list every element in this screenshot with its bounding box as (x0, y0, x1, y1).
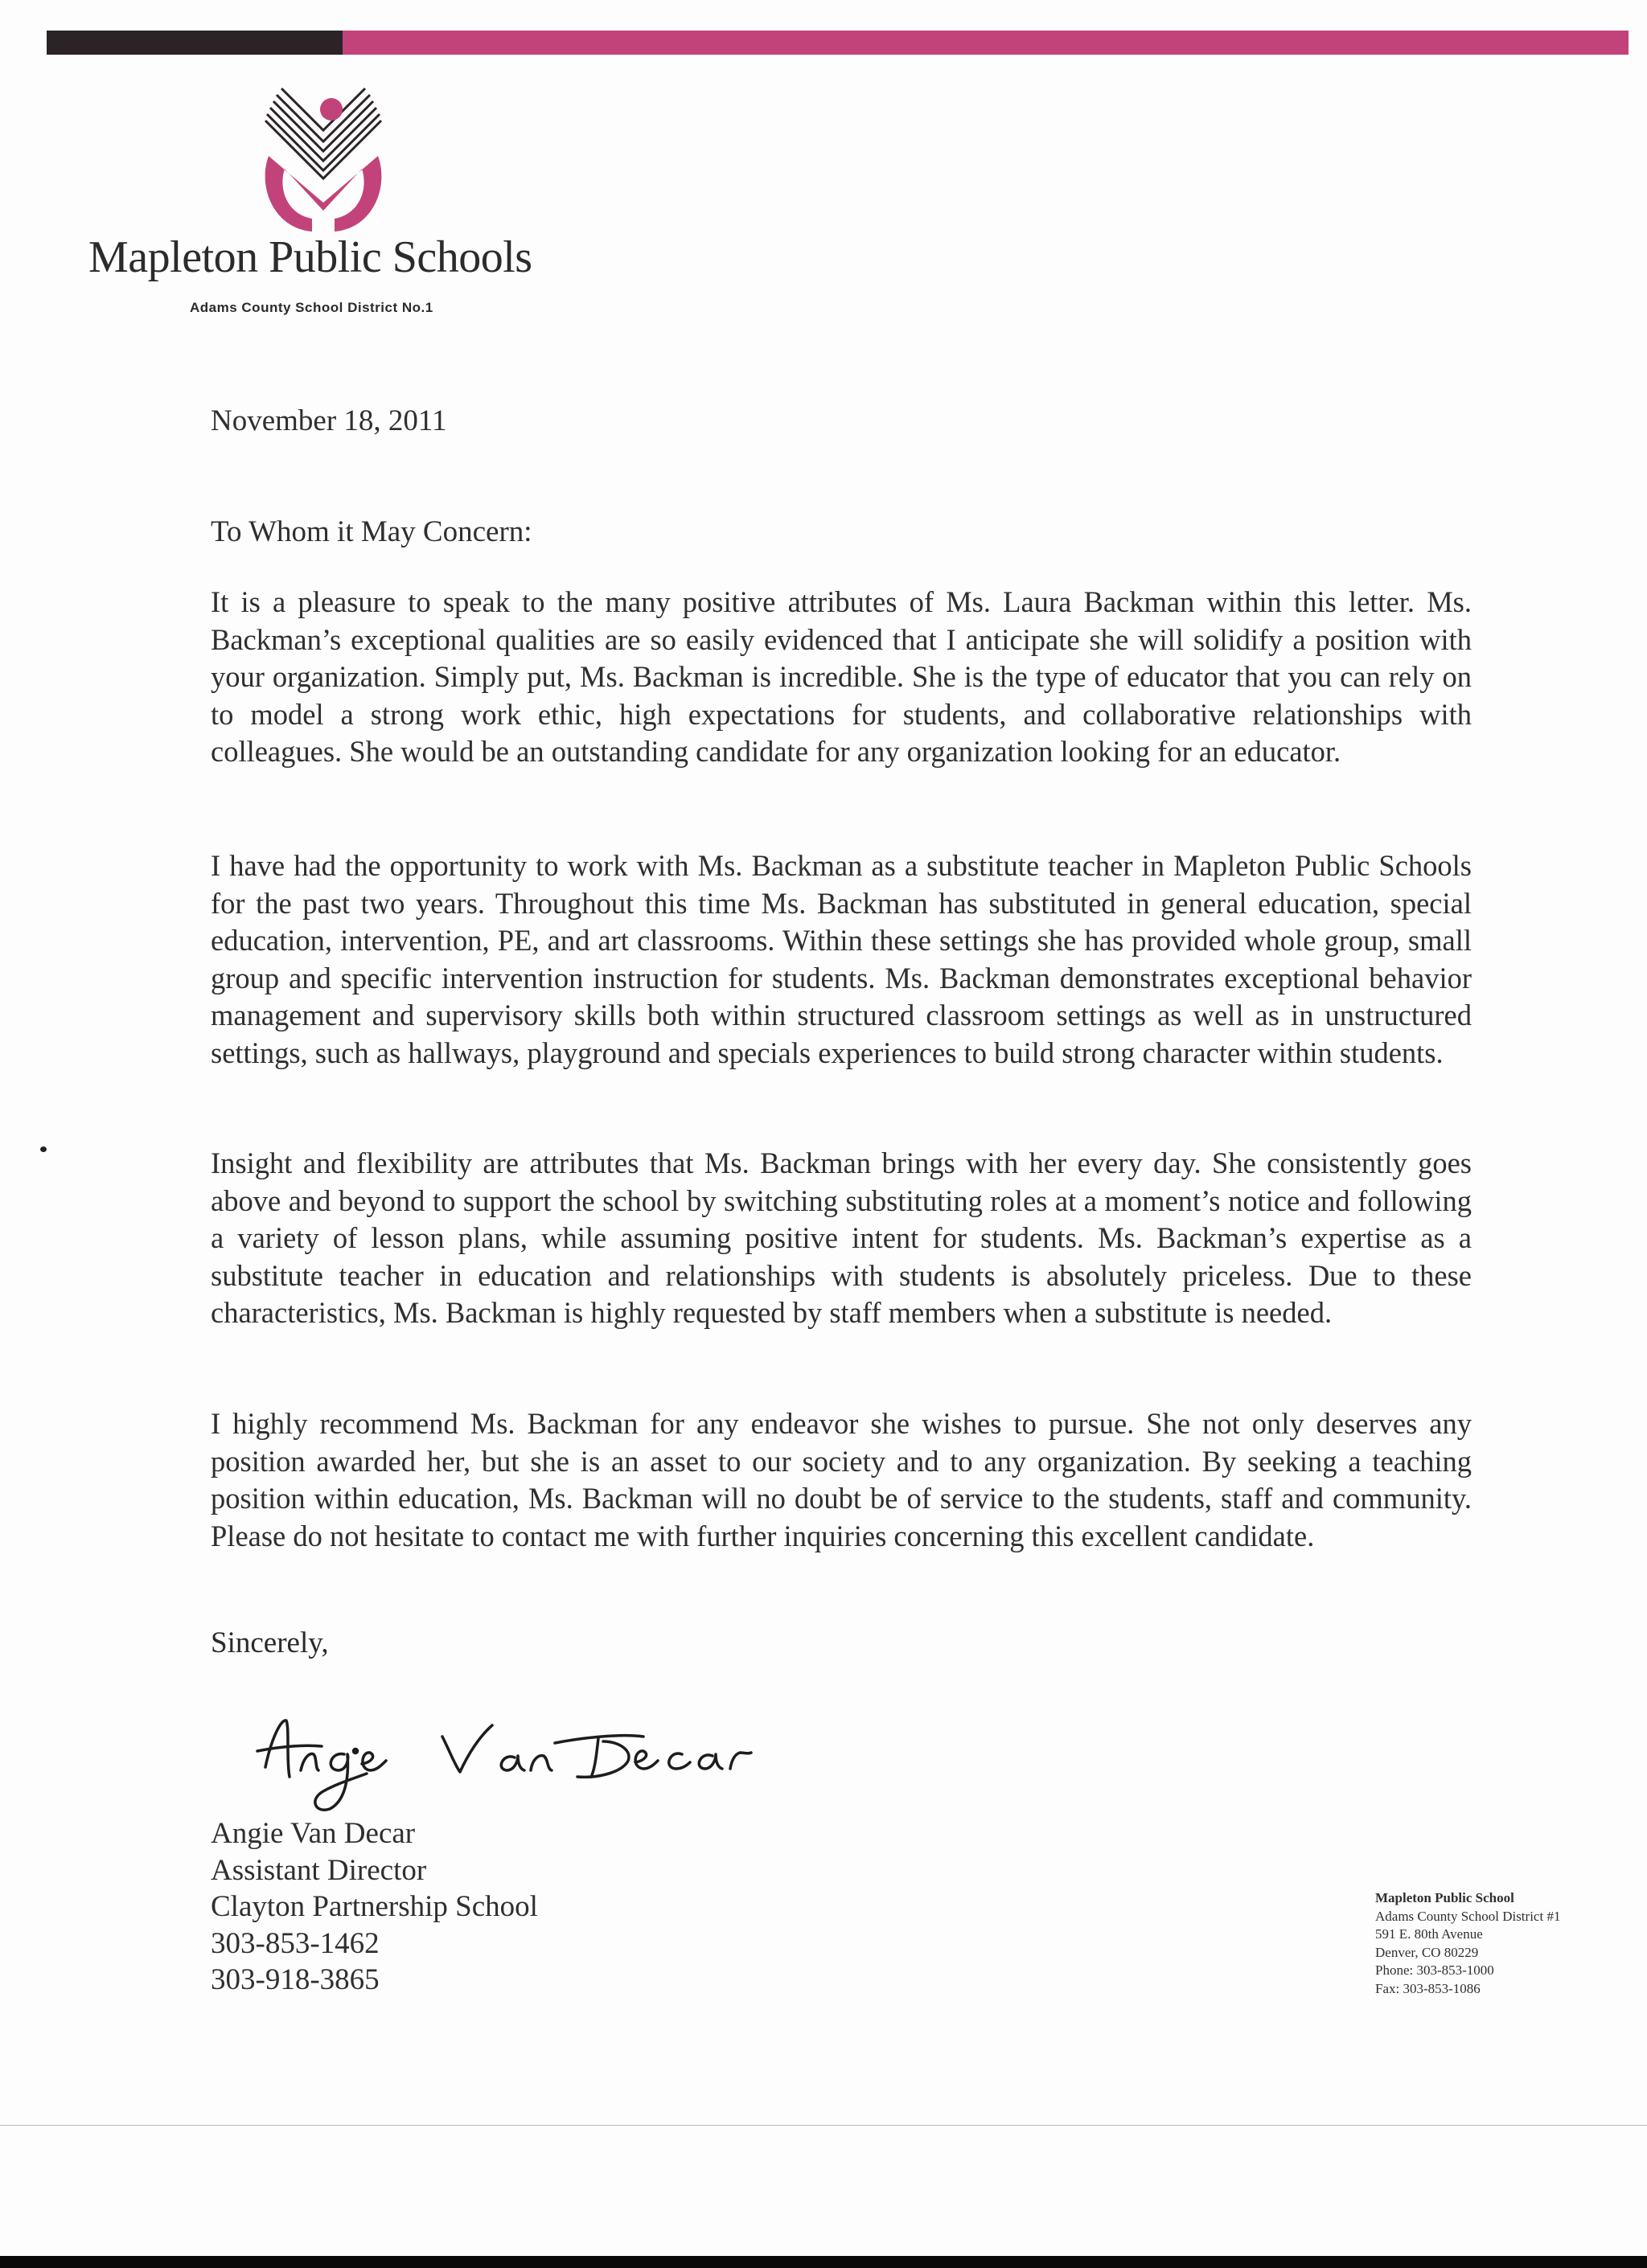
band-pink-segment (343, 31, 1629, 55)
letterhead-color-band (47, 31, 1629, 55)
footer-phone: Phone: 303-853-1000 (1375, 1962, 1494, 1978)
signer-phone-2: 303-918-3865 (211, 1963, 380, 1996)
signer-block (211, 1815, 538, 1999)
salutation: To Whom it May Concern: (211, 515, 532, 548)
closing: Sincerely, (211, 1626, 329, 1659)
body-paragraph: It is a pleasure to speak to the many positive attributes of Ms. Laura Backman within this letter. Ms. Backman’s exceptional qualities are so easily evidenced that I anticipate she will solidify a position with your organization. Simply put, Ms. Backman is incredible. She is the type of educator that you can rely on to model a strong work ethic, high expectations for students, and collaborative relationships with colleagues. She would be an outstanding candidate for any organization looking for an educator. (211, 585, 1472, 768)
scan-bottom-edge (0, 2256, 1647, 2268)
footer-street: 591 E. 80th Avenue (1375, 1926, 1483, 1942)
footer-fax: Fax: 303-853-1086 (1375, 1980, 1481, 1996)
band-dark-segment (47, 31, 343, 55)
body-paragraph: Insight and flexibility are attributes that Ms. Backman brings with her every day. She consistently goes above and beyond to support the school by switching substituting roles at a moment’s notice and following a variety of lesson plans, while assuming positive intent for students. Ms. Backman’s expertise as a substitute teacher in education and relationships with students is absolutely priceless. Due to these characteristics, Ms. Backman is highly requested by staff members when a substitute is needed. (211, 1146, 1472, 1329)
signer-school: Clayton Partnership School (211, 1890, 538, 1923)
district-name: Adams County School District No.1 (190, 300, 433, 315)
mapleton-m-logo-icon (249, 82, 394, 233)
footer-district: Adams County School District #1 (1375, 1908, 1561, 1924)
letter-date: November 18, 2011 (211, 404, 447, 437)
signer-name: Angie Van Decar (211, 1817, 416, 1850)
footer-city: Denver, CO 80229 (1375, 1944, 1479, 1960)
footer-address (1375, 1889, 1560, 1998)
signer-phone-1: 303-853-1462 (211, 1926, 380, 1960)
scan-speck (40, 1146, 47, 1152)
body-paragraph: I have had the opportunity to work with Ms. Backman as a substitute teacher in Mapleton Public Schools for the past two years. Throughout this time Ms. Backman has substituted in general education, special education, intervention, PE, and art classrooms. Within these settings she has provided whole group, small group and specific intervention instruction for students. Ms. Backman demonstrates exceptional behavior management and supervisory skills both within structured classroom settings as well as in unstructured settings, such as hallways, playground and specials experiences to build strong character within students. (211, 849, 1472, 1069)
footer-divider (0, 2125, 1647, 2126)
organization-name: Mapleton Public Schools (88, 232, 532, 282)
footer-title: Mapleton Public School (1375, 1890, 1514, 1905)
signer-title: Assistant Director (211, 1853, 427, 1887)
body-paragraph: I highly recommend Ms. Backman for any endeavor she wishes to pursue. She not only deserves any position awarded her, but she is an asset to our society and to any organization. By seeking a teaching position within education, Ms. Backman will no doubt be of service to the students, staff and community. Please do not hesitate to contact me with further inquiries concerning this excellent candidate. (211, 1407, 1472, 1552)
handwritten-signature (241, 1704, 788, 1825)
